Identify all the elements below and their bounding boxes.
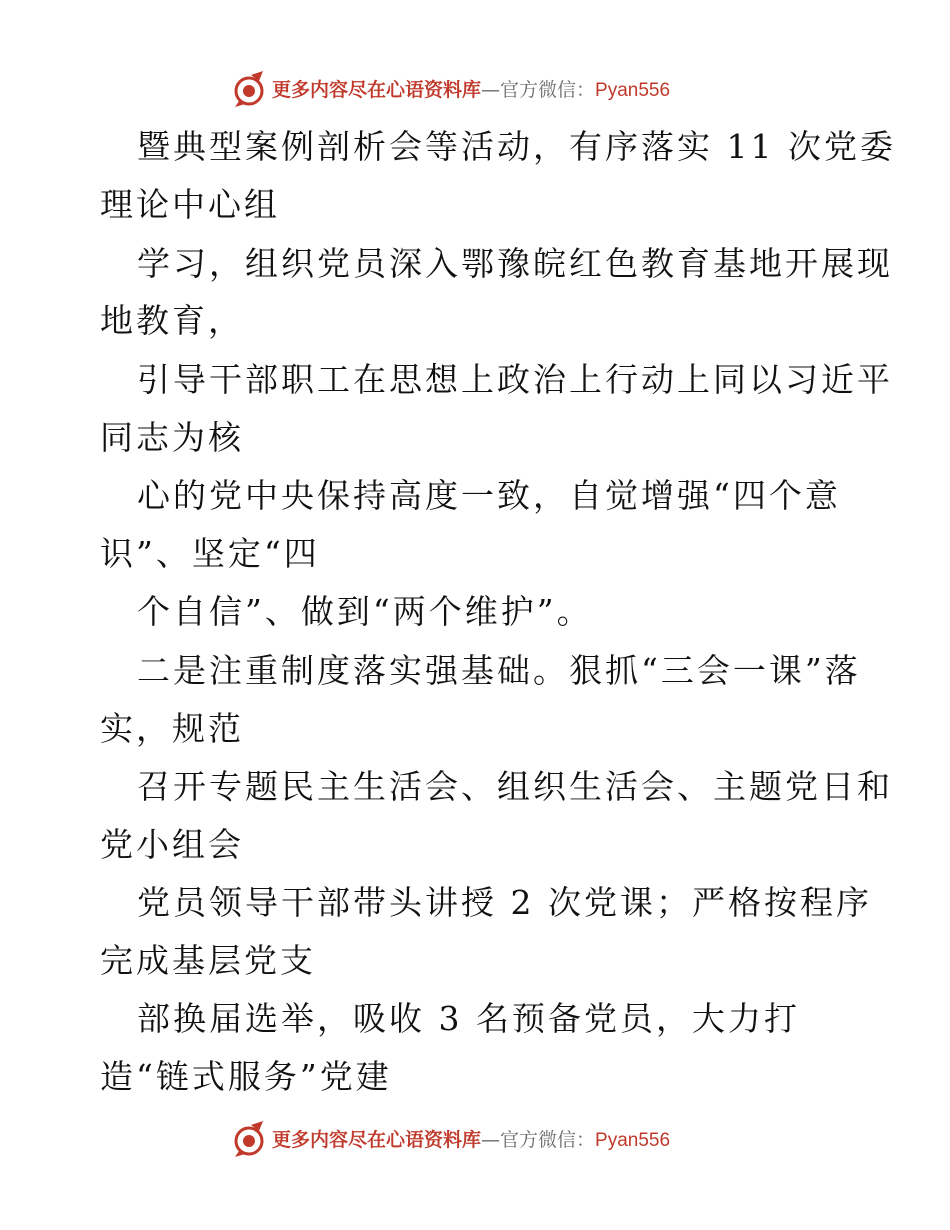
text-line: 完成基层党支 bbox=[100, 941, 316, 980]
text-line: 部换届选举，吸收 3 名预备党员，大力打 bbox=[137, 999, 800, 1038]
footer-watermark-banner bbox=[0, 1118, 950, 1162]
banner-wechat-label: —官方微信： bbox=[481, 1129, 596, 1151]
text-line: 暨典型案例剖析会等活动，有序落实 11 次党委 bbox=[137, 127, 896, 166]
text-line: 引导干部职工在思想上政治上行动上同以习近平 bbox=[137, 360, 893, 399]
banner-wechat-label: —官方微信： bbox=[481, 79, 596, 101]
text-line: 识”、坚定“四 bbox=[100, 534, 320, 573]
text-line: 理论中心组 bbox=[100, 185, 280, 224]
banner-wechat-id: Pyan556 bbox=[595, 1130, 671, 1151]
text-line: 实，规范 bbox=[100, 709, 244, 748]
text-line: 个自信”、做到“两个维护”。 bbox=[137, 592, 593, 631]
banner-text bbox=[272, 77, 670, 104]
text-line: 召开专题民主生活会、组织生活会、主题党日和 bbox=[137, 767, 893, 806]
logo-icon bbox=[233, 1121, 267, 1159]
text-line: 同志为核 bbox=[100, 418, 244, 457]
text-line: 党小组会 bbox=[100, 825, 244, 864]
text-line: 党员领导干部带头讲授 2 次党课；严格按程序 bbox=[137, 883, 872, 922]
banner-text bbox=[272, 1127, 670, 1154]
text-line: 心的党中央保持高度一致，自觉增强“四个意 bbox=[137, 476, 841, 515]
text-line: 地教育， bbox=[100, 301, 244, 340]
banner-title: 更多内容尽在心语资料库 bbox=[272, 1129, 482, 1151]
text-line: 学习，组织党员深入鄂豫皖红色教育基地开展现 bbox=[137, 244, 893, 283]
header-watermark-banner bbox=[0, 68, 950, 112]
banner-title: 更多内容尽在心语资料库 bbox=[272, 79, 482, 101]
logo-icon bbox=[233, 71, 267, 109]
banner-wechat-id: Pyan556 bbox=[595, 80, 671, 101]
text-line: 二是注重制度落实强基础。狠抓“三会一课”落 bbox=[137, 651, 861, 690]
text-line: 造“链式服务”党建 bbox=[100, 1057, 392, 1096]
